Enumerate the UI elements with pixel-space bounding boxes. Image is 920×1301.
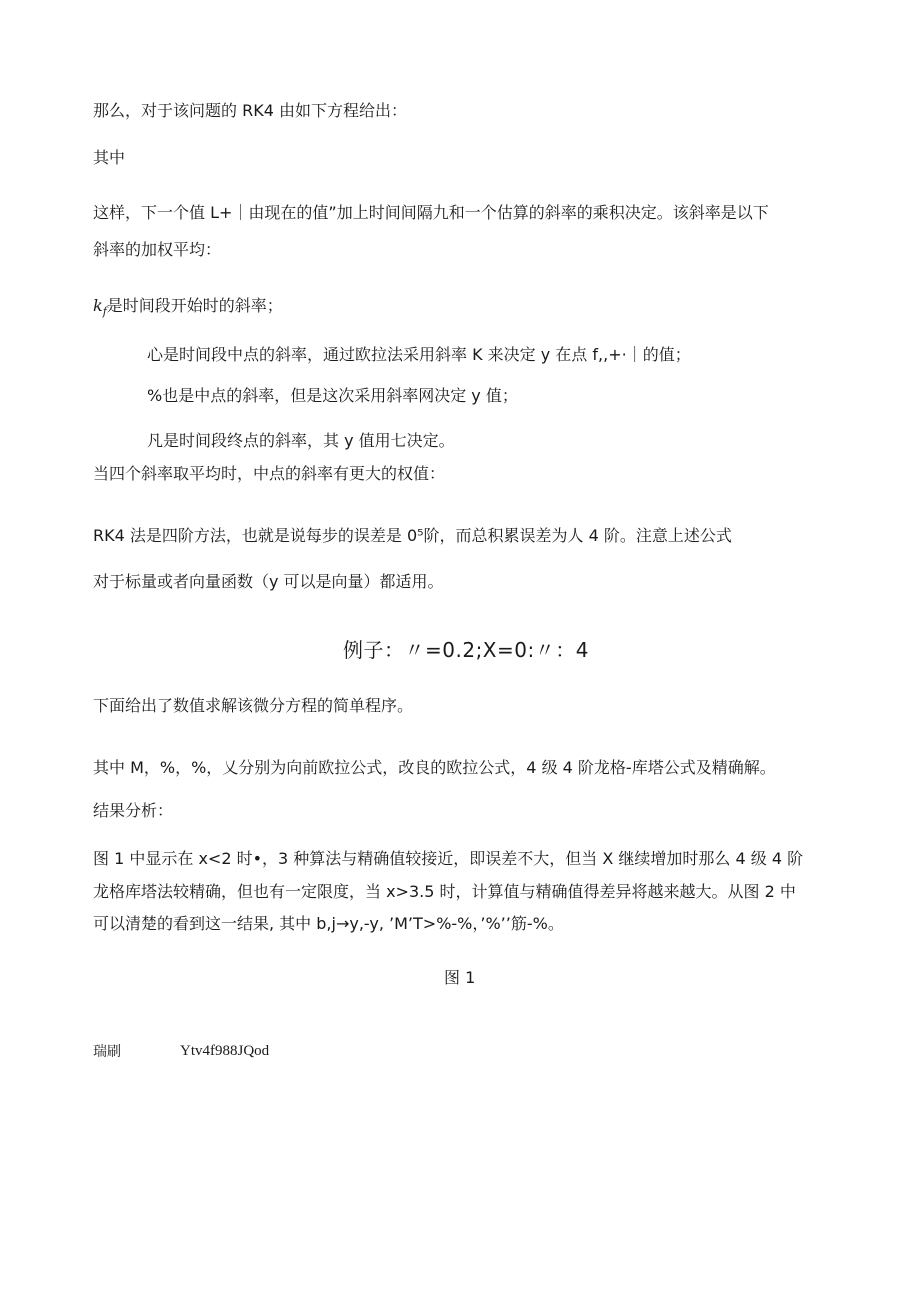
k1-symbol: k <box>93 296 103 315</box>
slope-k4-description: 凡是时间段终点的斜率，其 y 值用七决定。 <box>147 431 455 450</box>
paragraph-results-line1: 图 1 中显示在 x<2 时•，3 种算法与精确值较接近，即误差不大，但当 X 继续增加时那么 4 级 4 阶 <box>93 849 804 868</box>
section-heading-results: 结果分析： <box>93 801 174 820</box>
footer-label-left: 瑞刷 <box>93 1044 121 1060</box>
paragraph-results-line3: 可以清楚的看到这一结果, 其中 b,j→y,-y, ’M’T>%-%，’%’’筋-%。 <box>93 914 564 933</box>
figure-caption: 图 1 <box>444 968 476 987</box>
footer-label-right: Ytv4f988JQod <box>180 1043 270 1059</box>
k1-subscript: f <box>102 305 107 319</box>
paragraph-method-legend: 其中 M，%，%，乂分别为向前欧拉公式，改良的欧拉公式，4 级 4 阶龙格-库塔公式及精确解。 <box>93 758 776 777</box>
paragraph-results-line2: 龙格库塔法较精确，但也有一定限度，当 x>3.5 时，计算值与精确值得差异将越来越大。从图 2 中 <box>93 882 796 901</box>
paragraph-program-intro: 下面给出了数值求解该微分方程的简单程序。 <box>93 696 414 715</box>
paragraph-where: 其中 <box>93 148 126 167</box>
slope-k2-description: 心是时间段中点的斜率，通过欧拉法采用斜率 K 来决定 y 在点 f,,+·｜的值； <box>147 345 691 364</box>
slope-k3-description: %也是中点的斜率，但是这次采用斜率网决定 y 值； <box>147 386 518 405</box>
paragraph-next-value-line1: 这样，下一个值 L+｜由现在的值”加上时间间隔九和一个估算的斜率的乘积决定。该斜率是以下 <box>93 203 769 222</box>
paragraph-order-line2: 对于标量或者向量函数（y 可以是向量）都适用。 <box>93 572 444 591</box>
paragraph-next-value-line2: 斜率的加权平均： <box>93 240 222 259</box>
paragraph-rk4-intro: 那么，对于该问题的 RK4 由如下方程给出： <box>93 101 407 120</box>
example-heading: 例子：〃=0.2;X=0:〃：4 <box>343 638 589 662</box>
k1-text: 是时间段开始时的斜率； <box>106 296 283 315</box>
slope-k1-description <box>93 296 283 322</box>
paragraph-order-line1: RK4 法是四阶方法，也就是说每步的误差是 0⁵阶，而总积累误差为人 4 阶。注意上述公式 <box>93 526 732 545</box>
paragraph-average-weights: 当四个斜率取平均时，中点的斜率有更大的权值： <box>93 464 446 483</box>
